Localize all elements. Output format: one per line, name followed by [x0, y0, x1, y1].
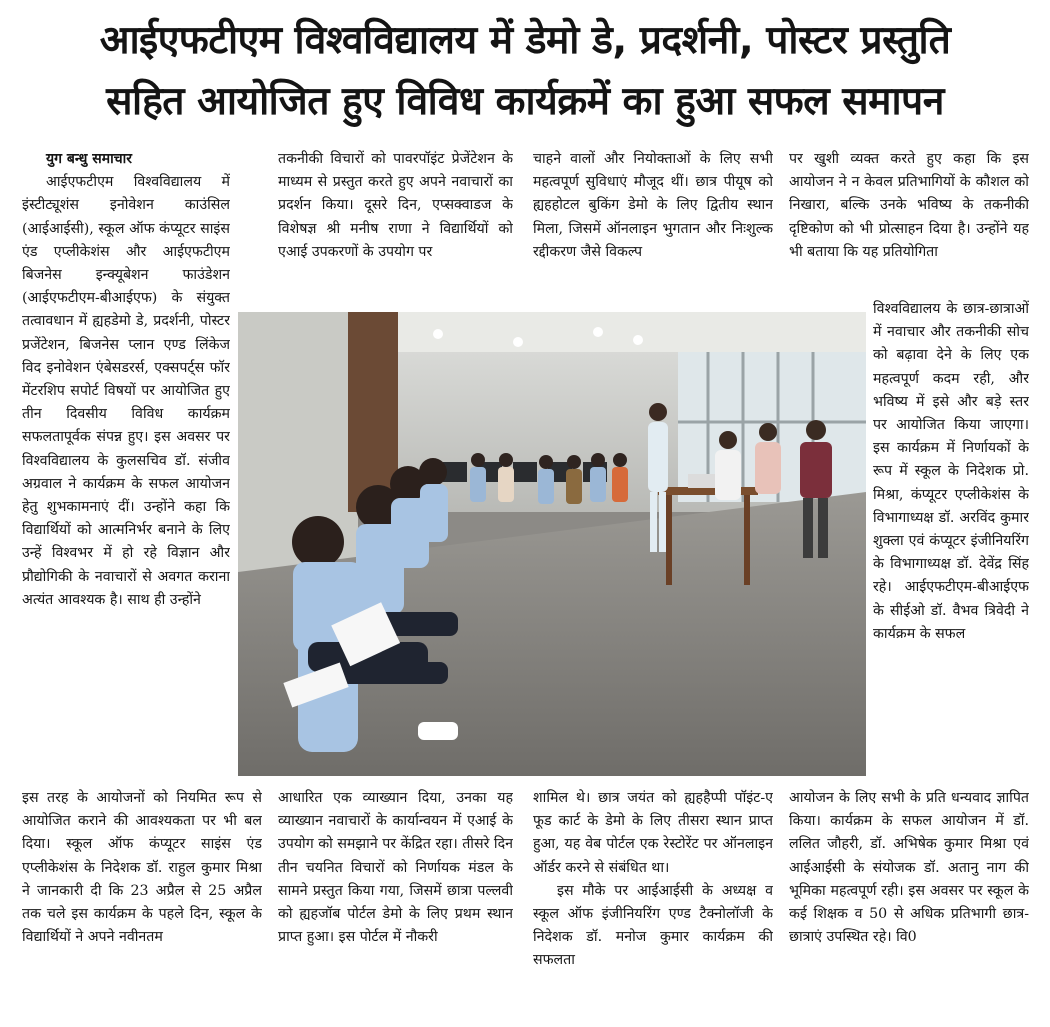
article-paragraph: पर खुशी व्यक्त करते हुए कहा कि इस आयोजन ने न केवल प्रतिभागियों के कौशल को निखारा, बल्कि उनके भविष्य के तकनीकी दृष्टिकोण को भी प्रोत्साहन दिया है। उन्होंने यह भी बताया कि यह प्रतियोगिता	[789, 151, 1029, 260]
article-column-3-bottom	[533, 787, 773, 1009]
article-paragraph: आयोजन के लिए सभी के प्रति धन्यवाद ज्ञापित किया। कार्यक्रम के सफल आयोजन में डॉ. ललित जौहरी, डॉ. अभिषेक कुमार मिश्रा एवं आईआईसी के संयोजक डॉ. अतानु नाग की भूमिका महत्वपूर्ण रही। इस अवसर पर स्कूल के कई शिक्षक व 50 से अधिक प्रतिभागी छात्र-छात्राएं उपस्थित रहे। वि0	[789, 790, 1029, 946]
article-column-4-top	[789, 148, 1029, 298]
article-paragraph: इस मौके पर आईआईसी के अध्यक्ष व स्कूल ऑफ इंजीनियरिंग एण्ड टैक्नोलॉजी के निदेशक डॉ. मनोज कुमार कार्यक्रम की सफलता	[533, 882, 773, 969]
byline: युग बन्धु समाचार	[46, 151, 132, 167]
article-paragraph: तकनीकी विचारों को पावरपॉइंट प्रेजेंटेशन के माध्यम से प्रस्तुत करते हुए अपने नवाचारों का प्रदर्शन किया। दूसरे दिन, एप्सक्वाडज के विशेषज्ञ श्री मनीष राणा ने विद्यार्थियों को एआई उपकरणों के उपयोग पर	[278, 151, 513, 260]
article-paragraph: शामिल थे। छात्र जयंत को ह्यहहैप्पी पॉइंट-ए फूड कार्ट के डेमो के लिए तीसरा स्थान प्राप्त हुआ, यह वेब पोर्टल एक रेस्टोरेंट पर ऑनलाइन ऑर्डर करने से संबंधित था।	[533, 790, 773, 876]
article-column-1-top	[22, 148, 230, 780]
article-column-4-side	[873, 298, 1029, 786]
headline-line-1: आईएफटीएम विश्वविद्यालय में डेमो डे, प्रदर्शनी, पोस्टर प्रस्तुति	[99, 18, 951, 63]
event-photo-illustration	[238, 312, 866, 776]
article-paragraph: विश्वविद्यालय के छात्र-छात्राओं में नवाचार और तकनीकी सोच को बढ़ावा देने के लिए एक महत्वपूर्ण कदम रही, और भविष्य में इसे और बड़े स्तर पर आयोजित किया जाएगा। इस कार्यक्रम में निर्णायकों के रूप में स्कूल के निदेशक प्रो. मिश्रा, कंप्यूटर एप्लीकेशंस के विभागाध्यक्ष डॉ. अरविंद कुमार शुक्ला एवं कंप्यूटर इंजीनियरिंग के विभागाध्यक्ष डॉ. देवेंद्र सिंह रहे। आईएफटीएम-बीआईएफ के सीईओ डॉ. वैभव त्रिवेदी ने कार्यक्रम के सफल	[873, 301, 1029, 642]
article-paragraph: चाहने वालों और नियोक्ताओं के लिए सभी महत्वपूर्ण सुविधाएं मौजूद थीं। छात्र पीयूष को ह्यहहोटल बुकिंग डेमो के लिए द्वितीय स्थान मिला, जिसमें ऑनलाइन भुगतान और निःशुल्क रद्दीकरण जैसे विकल्प	[533, 151, 773, 260]
article-paragraph: आधारित एक व्याख्यान दिया, उनका यह व्याख्यान नवाचारों के कार्यान्वयन में एआई के उपयोग को समझाने पर केंद्रित रहा। तीसरे दिन तीन चयनित विचारों को निर्णायक मंडल के सामने प्रस्तुत किया गया, जिसमें छात्रा पल्लवी को ह्यहजॉब पोर्टल डेमो के लिए प्रथम स्थान प्राप्त हुआ। इस पोर्टल में नौकरी	[278, 790, 513, 946]
article-column-4-bottom	[789, 787, 1029, 1009]
article-column-1-bottom	[22, 787, 262, 1009]
article-paragraph: आईएफटीएम विश्वविद्यालय में इंस्टीट्यूशंस इनोवेशन काउंसिल (आईआईसी), स्कूल ऑफ कंप्यूटर साइंस एंड एप्लीकेशंस और आईएफटीएम बिजनेस इन्क्यूबेशन फाउंडेशन (आईएफटीएम-बीआईएफ) के संयुक्त तत्वावधान में ह्यहडेमो डे, प्रदर्शनी, पोस्टर प्रजेंटेशन, बिजनेस प्लान एण्ड लिंकेज विद इनोवेशन एंबेसडरर्स, एक्सपर्ट्स फॉर मेंटरशिप सपोर्ट विषयों पर आयोजित हुए तीन दिवसीय विविध कार्यक्रम सफलतापूर्वक संपन्न हुए। इस अवसर पर विश्वविद्यालय के कुलसचिव डॉ. संजीव अग्रवाल ने कार्यक्रम के सफल आयोजन हेतु शुभकामनाएं दीं। उन्होंने कहा कि विद्यार्थियों को आत्मनिर्भर बनाने के लिए उन्हें विश्वभर में हो रहे विज्ञान और प्रौद्योगिकी के नवाचारों से अवगत कराना अत्यंत आवश्यक है। साथ ही उन्होंने	[22, 174, 230, 608]
article-column-3-top	[533, 148, 773, 298]
headline-line-2: सहित आयोजित हुए विविध कार्यक्रमें का हुआ सफल समापन	[106, 79, 944, 124]
article-column-2-top	[278, 148, 513, 298]
event-photo	[238, 312, 866, 776]
article-column-2-bottom	[278, 787, 513, 1009]
article-paragraph: इस तरह के आयोजनों को नियमित रूप से आयोजित कराने की आवश्यकता पर भी बल दिया। स्कूल ऑफ कंप्यूटर साइंस एंड एप्लीकेशंस के निदेशक डॉ. राहुल कुमार मिश्रा ने जानकारी दी कि 23 अप्रैल से 25 अप्रैल तक चले इस कार्यक्रम के पहले दिन, स्कूल के विद्यार्थियों ने अपने नवीनतम	[22, 790, 262, 946]
